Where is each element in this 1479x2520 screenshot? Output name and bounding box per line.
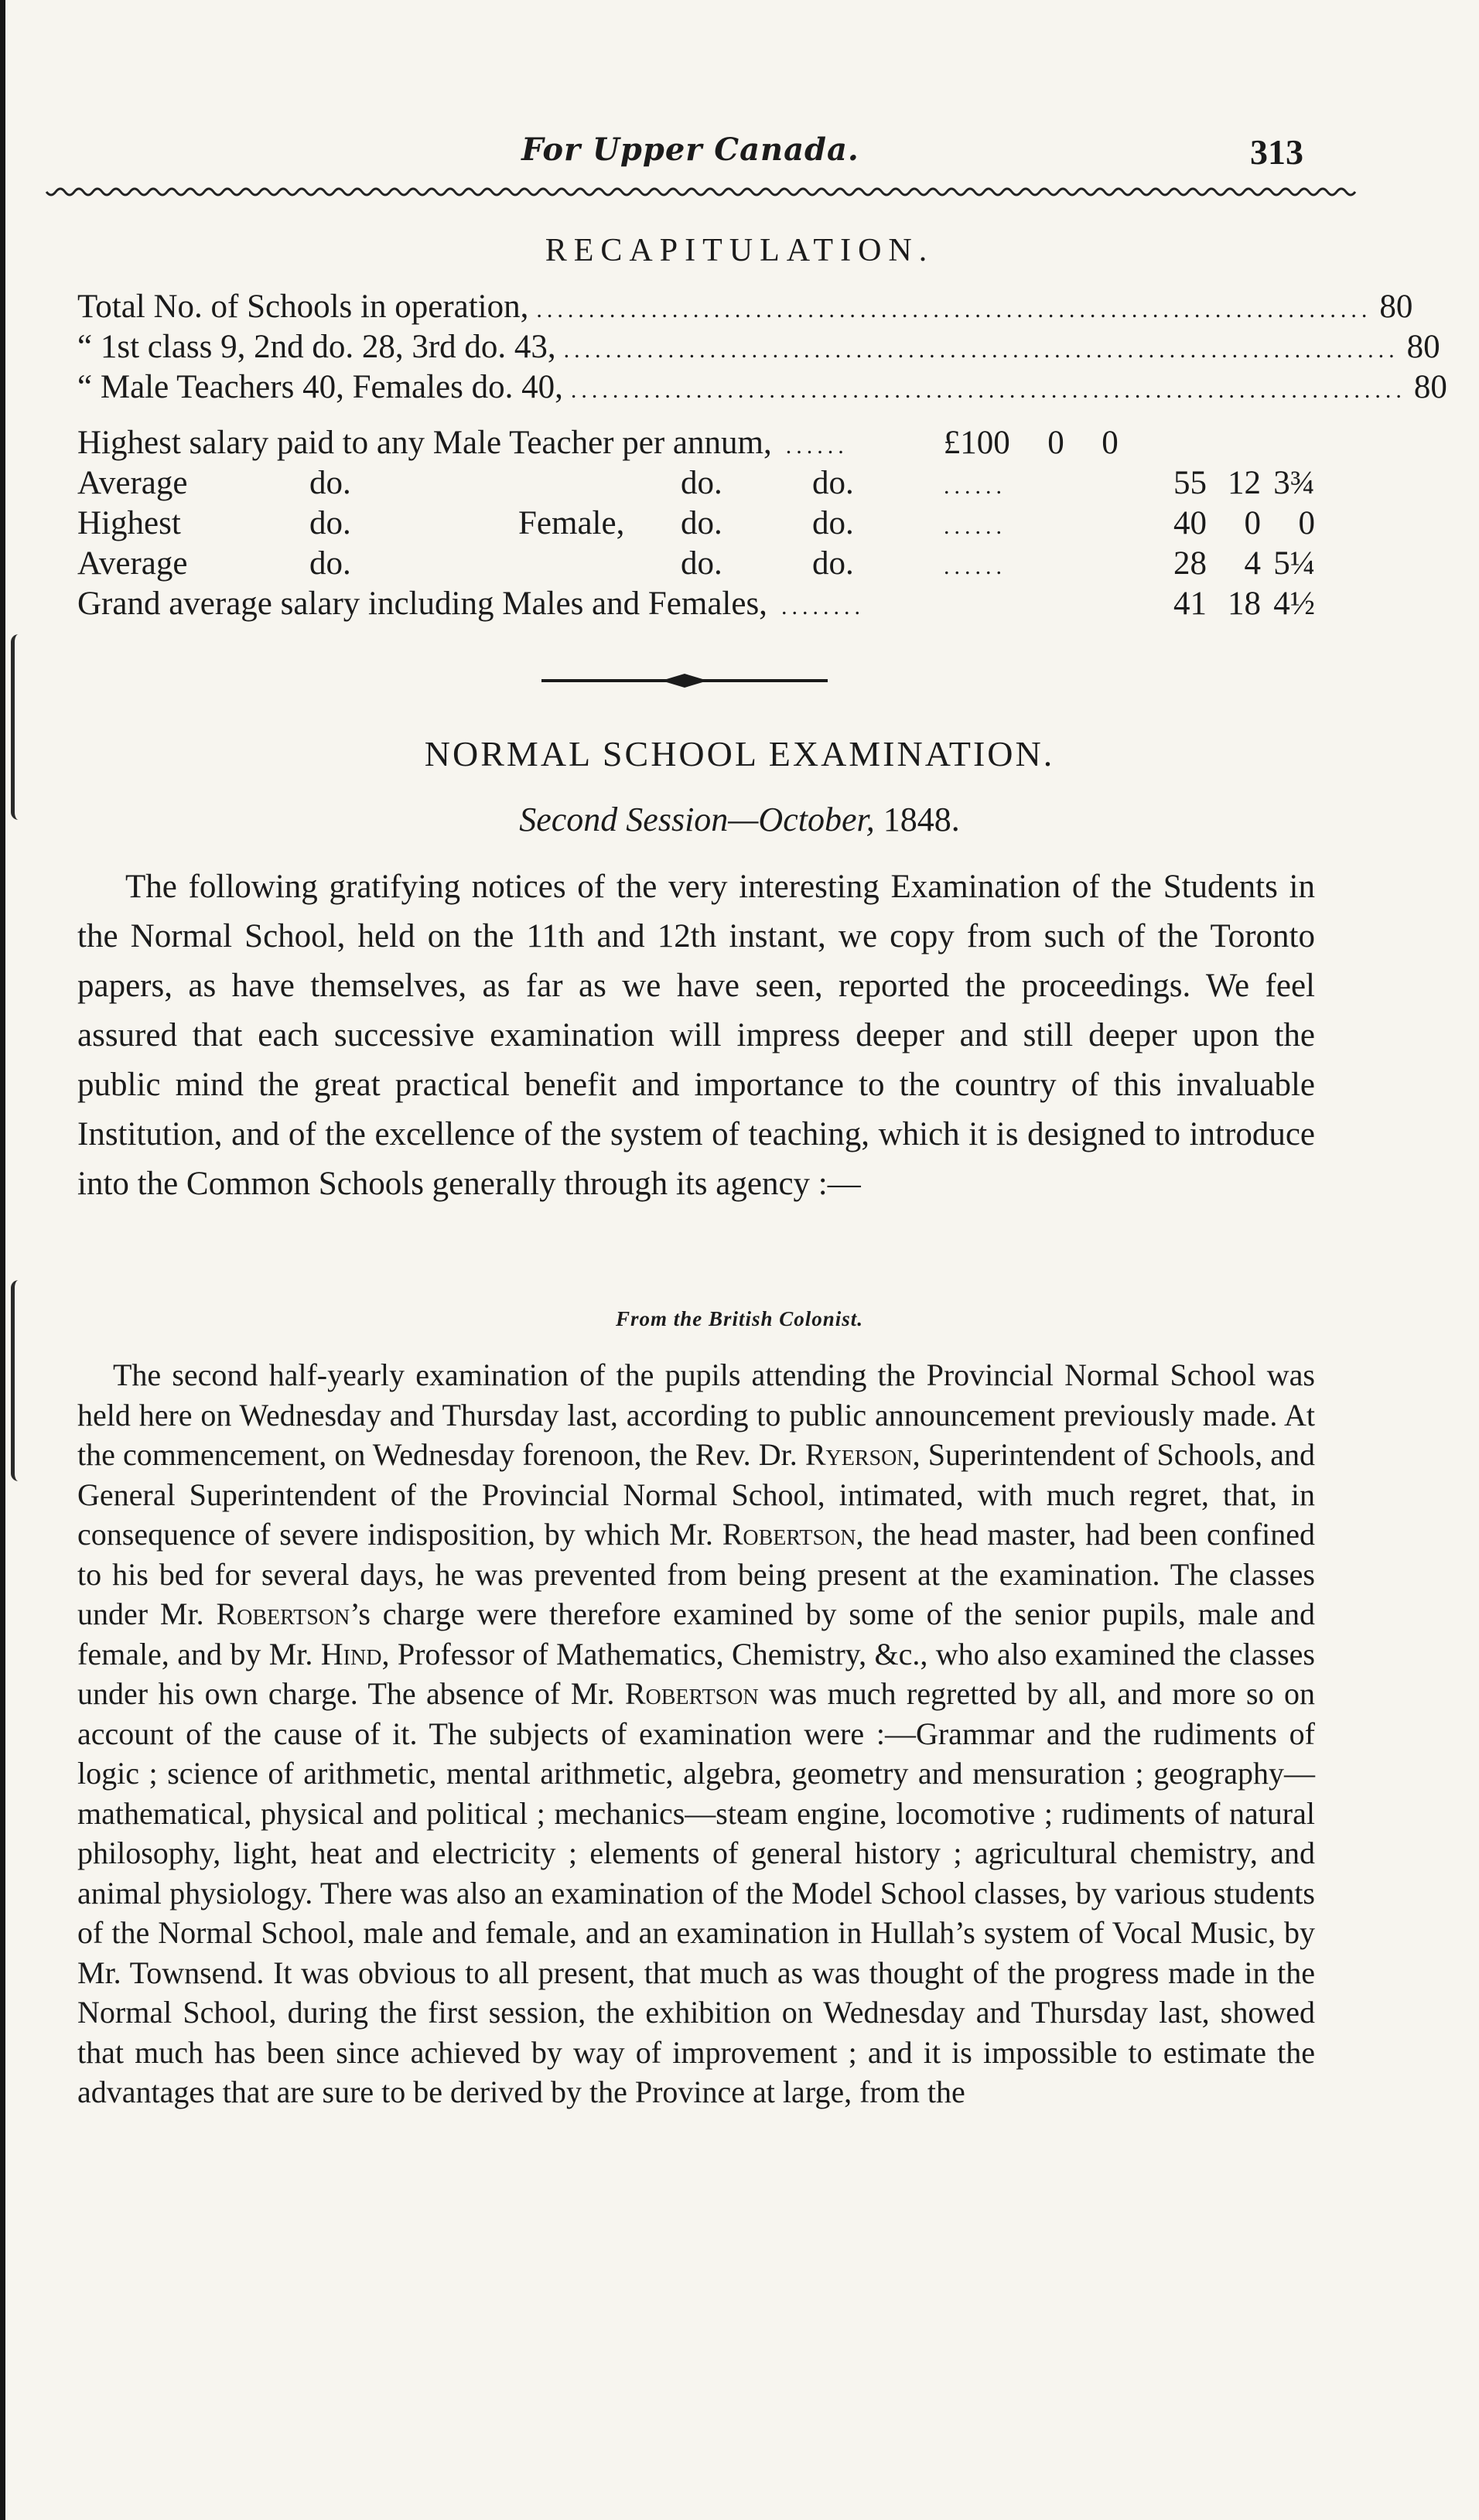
salary-amount: [917, 424, 1119, 462]
pounds: 41: [1173, 586, 1207, 622]
dot-leader: ......: [944, 514, 1006, 539]
recap-value: 80: [1406, 329, 1440, 365]
article-body: [77, 1355, 1315, 2112]
salary-label: Grand average salary including Males and Females,: [77, 586, 767, 622]
salary-cell: Female,: [518, 505, 625, 541]
salary-cell: do.: [681, 465, 722, 501]
session-label: Second Session—October,: [519, 801, 875, 838]
salary-cell: do.: [309, 545, 351, 582]
salary-cell: Average: [77, 465, 188, 501]
recap-line-total: [77, 288, 1413, 328]
salary-cell: do.: [812, 465, 854, 501]
shillings: 0: [1047, 425, 1064, 461]
running-head-title: For Upper Canada.: [521, 131, 859, 168]
salary-row-highest-male: [77, 424, 1315, 464]
salary-label: Highest salary paid to any Male Teacher per annum,: [77, 425, 772, 461]
article-text: , the head master, had been confined to his bed for several days, he was prevented from being present at the examination. The classes under Mr.: [77, 1517, 1316, 1631]
section-title: NORMAL SCHOOL EXAMINATION.: [424, 734, 1055, 773]
pence: 0: [1298, 505, 1315, 541]
dot-leader: ................................................................................: [536, 297, 1372, 323]
dot-leader: ........: [780, 594, 865, 620]
salary-amount: [1114, 464, 1315, 502]
pounds: 28: [1173, 545, 1207, 582]
source-credit: From the British Colonist.: [615, 1307, 864, 1330]
session-subtitle: [0, 800, 1479, 839]
recapitulation-table: [77, 288, 1447, 625]
salary-cell: Highest: [77, 505, 181, 541]
shillings: 18: [1228, 586, 1261, 622]
article-text: , Superintendent of Schools, and General Superintendent of the Provincial Normal School, intimated, with much regret, that, in consequence of severe indisposition, by which Mr.: [77, 1437, 1316, 1552]
recapitulation-title: RECAPITULATION.: [545, 233, 934, 268]
salary-amount: [1114, 545, 1315, 582]
salary-cell: Average: [77, 545, 188, 582]
pence: 5¼: [1273, 545, 1315, 582]
recap-label: “ Male Teachers 40, Females do. 40,: [77, 369, 563, 405]
salary-cell: do.: [681, 505, 722, 541]
pence: 4½: [1273, 586, 1315, 622]
person-name: Robertson: [216, 1596, 350, 1631]
pounds: 55: [1173, 465, 1207, 501]
ornamental-divider: [541, 671, 828, 690]
pounds: 40: [1173, 505, 1207, 541]
salary-row-average-female: [77, 545, 1315, 585]
article-text: ’s charge were therefore examined by some of the senior pupils, male and female, and by Mr.: [77, 1596, 1315, 1671]
pounds: £100: [943, 425, 1010, 461]
person-name: Robertson: [624, 1676, 759, 1711]
salary-cell: do.: [812, 545, 854, 582]
recap-value: 80: [1413, 369, 1447, 405]
salary-cell: do.: [309, 505, 351, 541]
dot-leader: ......: [944, 473, 1006, 499]
dot-leader: ......: [944, 554, 1006, 579]
recap-value: 80: [1379, 289, 1413, 325]
person-name: Ryerson: [804, 1437, 913, 1472]
salary-row-average-male: [77, 464, 1315, 504]
dot-leader: ................................................................................: [563, 337, 1399, 363]
recap-label: Total No. of Schools in operation,: [77, 289, 529, 325]
person-name: Hind: [320, 1636, 382, 1671]
article-text: was much regretted by all, and more so on account of the cause of it. The subjects of examination were :—Grammar and the rudiments of logic ; science of arithmetic, mental arithmetic, algebra, geometry and mensuration ; geography—mathematical, physical and political ; mechanics—steam engine, locomotive ; rudiments of natural philosophy, light, heat and electricity ; elements of general history ; agricultural chemistry, and animal physiology. There was also an examination of the Model School classes, by various students of the Normal School, male and female, and an examination in Hullah’s system of Vocal Music, by Mr. Townsend. It was obvious to all present, that much as was thought of the progress made in the Normal School, during the first session, the exhibition on Wednesday and Thursday last, showed that much has been since achieved by way of improvement ; and it is impossible to estimate the advantages that are sure to be derived by the Province at large, from the: [77, 1676, 1315, 2109]
recap-label: “ 1st class 9, 2nd do. 28, 3rd do. 43,: [77, 329, 556, 365]
article-text: , Professor of Mathematics, Chemistry, &c., who also examined the classes under his own charge. The absence of Mr.: [77, 1636, 1315, 1711]
recap-line-teachers: [77, 368, 1447, 408]
salary-cell: do.: [309, 465, 351, 501]
salary-cell: do.: [812, 505, 854, 541]
salary-row-highest-female: [77, 504, 1315, 545]
running-head: [77, 131, 1303, 181]
recap-line-classes: [77, 328, 1440, 368]
pence: 0: [1102, 425, 1119, 461]
shillings: 0: [1244, 505, 1261, 541]
margin-bracket-mark: [11, 634, 21, 820]
pence: 3¾: [1273, 465, 1315, 501]
wavy-rule: [46, 183, 1354, 201]
person-name: Robertson: [722, 1517, 856, 1552]
dot-leader: ................................................................................: [570, 377, 1406, 403]
page-edge-line: [0, 0, 5, 2520]
intro-paragraph: The following gratifying notices of the very interesting Examination of the Students in the Normal School, held on the 11th and 12th instant, we copy from such of the Toronto papers, as have themselves, as far as we have seen, reported the proceedings. We feel assured that each successive examination will impress deeper and still deeper upon the public mind the great practical benefit and importance to the country of this invaluable Institution, and of the excellence of the system of teaching, which it is designed to introduce into the Common Schools generally through its agency :—: [77, 869, 1315, 1202]
shillings: 4: [1244, 545, 1261, 582]
salary-amount: [1114, 504, 1315, 542]
article-text: The second half-yearly examination of the pupils attending the Provincial Normal School was held here on Wednesday and Thursday last, according to public announcement previously made. At the commencement, on Wednesday forenoon, the Rev. Dr.: [77, 1357, 1315, 1472]
salary-amount: [1114, 585, 1315, 623]
session-year: 1848.: [883, 801, 960, 838]
salary-row-grand-average: [77, 585, 1315, 625]
salary-cell: do.: [681, 545, 722, 582]
dot-leader: ......: [785, 433, 849, 459]
shillings: 12: [1228, 465, 1261, 501]
page-number: 313: [1250, 132, 1303, 172]
